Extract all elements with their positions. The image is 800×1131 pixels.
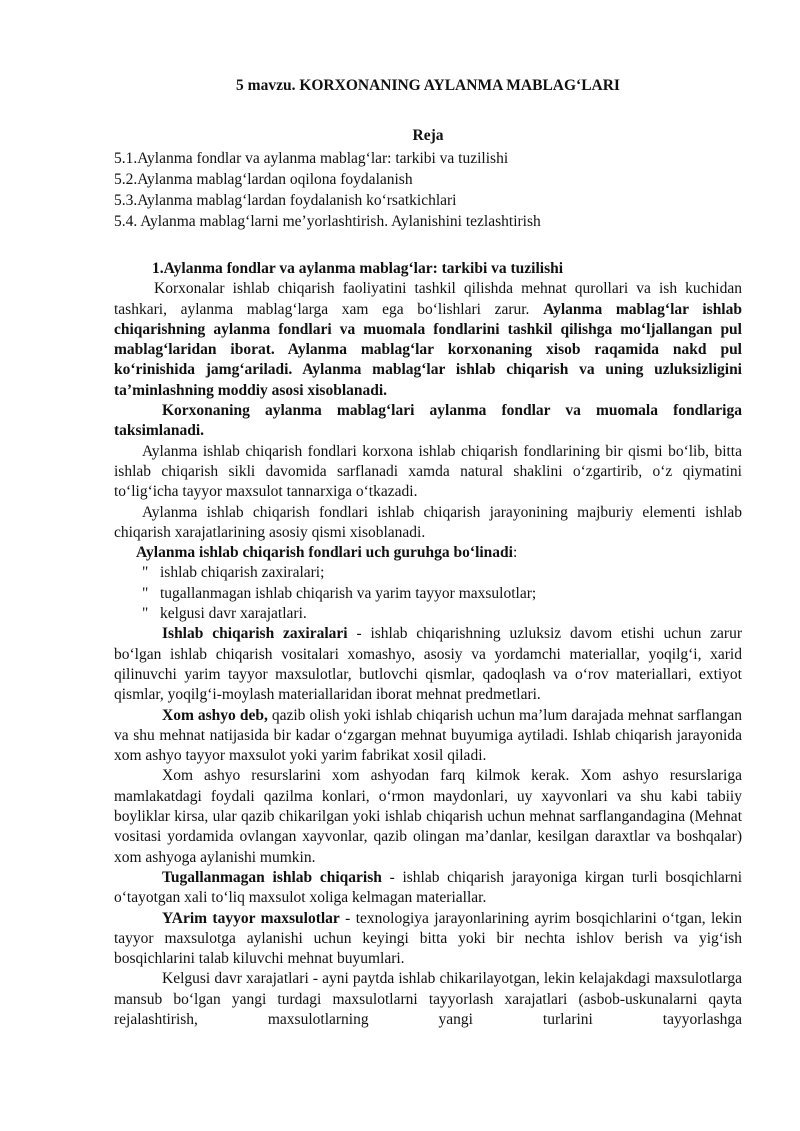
paragraph-text: - texnologiya jarayonlarining ayrim bosqichlarini o‘tgan, lekin tayyor maxsulotga aylanishi uchun keyingi bitta yoki bir nechta ishlov berish va yig‘ish bosqichlarini talab kiluvchi mehnat buyumlari. bbox=[114, 909, 742, 968]
paragraph: Kelgusi davr xarajatlari - ayni paytda ishlab chikarilayotgan, lekin kelajakdagi maxsulotlarga mansub bo‘lgan yangi turdagi maxsulotlarni tayyorlash xarajatlari (asbob-uskunalarni qayta rejalashtirish, maxsulotlarning yangi turlarini tayyorlashga bbox=[114, 970, 742, 1028]
paragraph-text: qazib olish yoki ishlab chiqarish uchun ma’lum darajada mehnat sarflangan va shu mehnat natijasida bir kadar o‘zgargan mehnat buyumiga aytiladi. Ishlab chiqarish jarayonida xom ashyo tayyor maxsulot yoki yarim fabrikat xosil qiladi. bbox=[114, 706, 742, 765]
paragraph-bold-text: Korxonaning aylanma mablag‘lari aylanma fondlar va muomala fondlariga taksimlanadi. bbox=[114, 402, 742, 440]
plan-item: 5.3.Aylanma mablag‘lardan foydalanish ko‘rsatkichlari bbox=[114, 192, 457, 209]
document-title: 5 mavzu. KORXONANING AYLANMA MABLAG‘LARI bbox=[236, 77, 620, 94]
paragraph bbox=[114, 909, 742, 970]
list-item-text: tugallanmagan ishlab chiqarish va yarim tayyor maxsulotlar; bbox=[160, 584, 537, 602]
list-item-text: ishlab chiqarish zaxiralari; bbox=[160, 564, 325, 582]
groups-heading-text: Aylanma ishlab chiqarish fondlari uch guruhga bo‘linadi bbox=[136, 544, 513, 562]
bullet-mark: " bbox=[142, 584, 149, 602]
plan-list bbox=[114, 148, 742, 232]
paragraph-bold-text: Tugallanmagan ishlab chiqarish bbox=[162, 868, 382, 886]
paragraph-bold-text: YArim tayyor maxsulotlar bbox=[162, 909, 340, 927]
paragraph-text: Korxonalar ishlab chiqarish faoliyatini tashkil qilishda mehnat qurollari va ish kuchidan tashkari, aylanma mablag‘larga xam ega bo‘lishlari zarur. bbox=[114, 280, 742, 318]
list-item bbox=[114, 563, 742, 583]
list-item bbox=[114, 604, 742, 624]
document-body bbox=[114, 259, 742, 1030]
plan-item: 5.4. Aylanma mablag‘larni me’yorlashtirish. Aylanishini tezlashtirish bbox=[114, 213, 541, 230]
paragraph bbox=[114, 624, 742, 705]
paragraph: Aylanma ishlab chiqarish fondlari korxona ishlab chiqarish fondlarining bir qismi bo‘lib, bitta ishlab chiqarish sikli davomida sarflanadi xamda natural shaklini o‘zgartirib, o‘z qiymatini to‘lig‘icha tayyor maxsulot tannarxiga o‘tkazadi. bbox=[114, 442, 742, 501]
paragraph bbox=[114, 279, 742, 401]
groups-heading-colon: : bbox=[512, 544, 518, 562]
paragraph bbox=[114, 706, 742, 767]
plan-item: 5.2.Aylanma mablag‘lardan oqilona foydalanish bbox=[114, 171, 413, 188]
paragraph: Aylanma ishlab chiqarish fondlari ishlab chiqarish jarayonining majburiy elementi ishlab chiqarish xarajatlarining asosiy qismi xisoblanadi. bbox=[114, 503, 742, 541]
bullet-mark: " bbox=[142, 564, 149, 582]
plan-item: 5.1.Aylanma fondlar va aylanma mablag‘lar: tarkibi va tuzilishi bbox=[114, 150, 509, 167]
paragraph bbox=[114, 401, 742, 442]
groups-heading bbox=[114, 543, 742, 563]
plan-heading: Reja bbox=[412, 127, 444, 144]
paragraph-text: - ishlab chiqarish jarayoniga kirgan turli bosqichlarni o‘tayotgan xali to‘liq maxsulot xoliga kelmagan materiallar. bbox=[114, 868, 743, 907]
list-item-text: kelgusi davr xarajatlari. bbox=[160, 605, 307, 623]
section-heading: 1.Aylanma fondlar va aylanma mablag‘lar: tarkibi va tuzilishi bbox=[152, 260, 564, 277]
paragraph: Xom ashyo resurslarini xom ashyodan farq kilmok kerak. Xom ashyo resurslariga mamlakatdagi foydali qazilma konlari, o‘rmon maydonlari, uy xayvonlari va shu kabi tabiiy boyliklar kirsa, ular qazib chikarilgan yoki ishlab chiqarish uchun mehnat sarflangandagina (Mehnat vositasi yordamida ovlangan xayvonlar, qazib olingan ma’danlar, kesilgan daraxtlar va boshqalar) xom ashyoga aylanishi mumkin. bbox=[114, 767, 742, 866]
paragraph-bold-text: Aylanma mablag‘lar ishlab chiqarishning aylanma fondlari va muomala fondlarini tashkil qilishga mo‘ljallangan pul mablag‘laridan iborat. Aylanma mablag‘lar korxonaning xisob raqamida nakd pul ko‘rinishida jamg‘ariladi. Aylanma mablag‘lar ishlab chiqarish va uning uzluksizligini ta’minlashning moddiy asosi xisoblanadi. bbox=[114, 300, 742, 399]
paragraph-bold-text: Xom ashyo deb, bbox=[162, 706, 268, 724]
paragraph-text: - ishlab chiqarishning uzluksiz davom etishi uchun zarur bo‘lgan ishlab chiqarish vositalari xomashyo, asosiy va yordamchi materiallar, yoqilg‘i, xarid qilinuvchi yarim tayyor maxsulotlar, butlovchi qismlar, qadoqlash va o‘rov materiallari, extiyot qismlar, yoqilg‘i-moylash materiallaridan iborat mehnat predmetlari. bbox=[114, 625, 742, 704]
list-item bbox=[114, 584, 742, 604]
paragraph bbox=[114, 868, 742, 909]
paragraph-bold-text: Ishlab chiqarish zaxiralari bbox=[162, 625, 348, 643]
bullet-mark: " bbox=[142, 605, 149, 623]
